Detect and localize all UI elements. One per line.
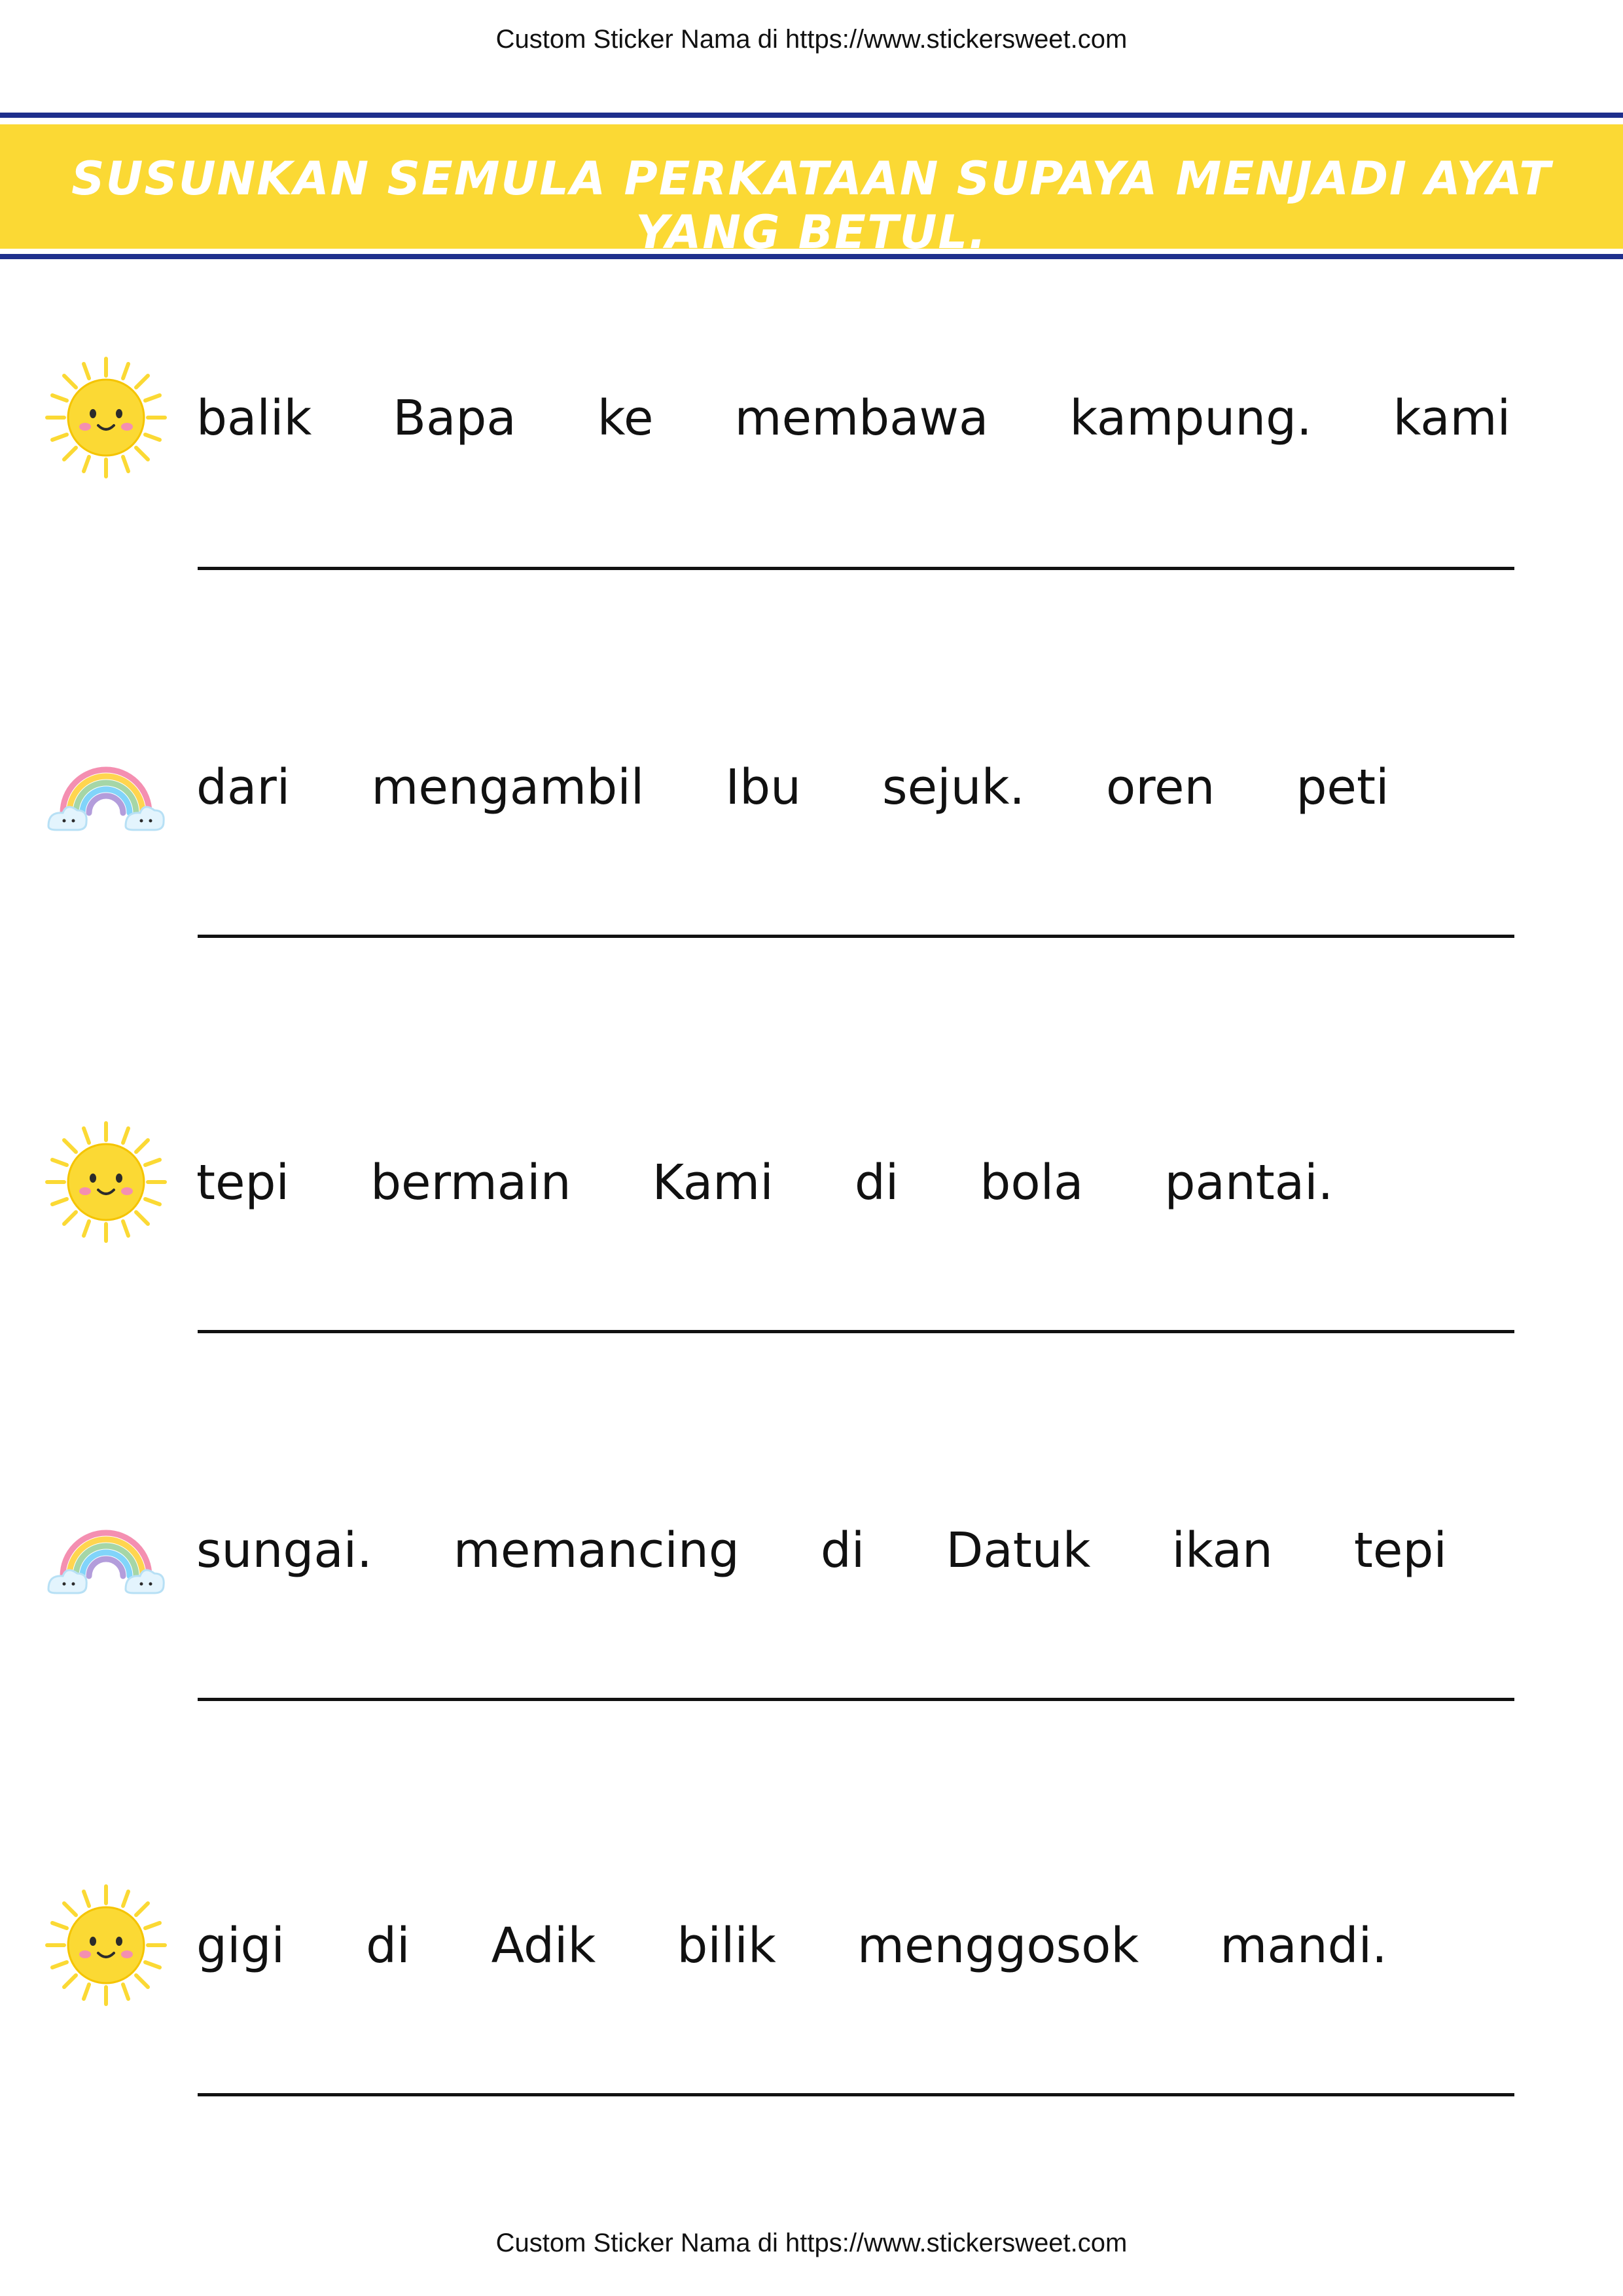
word: tepi — [196, 1155, 290, 1211]
word: bola — [980, 1155, 1084, 1211]
footer-credit: Custom Sticker Nama di https://www.stickersweet.com — [495, 2229, 1128, 2257]
word: Ibu — [725, 759, 802, 816]
word: sejuk. — [882, 759, 1025, 816]
word: tepi — [1353, 1522, 1447, 1579]
banner-top-rule — [0, 113, 1623, 118]
word: di — [366, 1918, 410, 1974]
jumbled-words-3 — [196, 1147, 1333, 1219]
word: bermain — [370, 1155, 571, 1211]
answer-line-1[interactable] — [198, 567, 1514, 570]
word: bilik — [677, 1918, 776, 1974]
instruction-text: SUSUNKAN SEMULA PERKATAAN SUPAYA MENJADI AYAT YANG BETUL. — [71, 152, 1552, 259]
answer-line-2[interactable] — [198, 935, 1514, 938]
word: Kami — [652, 1155, 774, 1211]
word: mandi. — [1220, 1918, 1387, 1974]
word: ikan — [1171, 1522, 1273, 1579]
word: ke — [597, 390, 654, 446]
rainbow-icon — [41, 1484, 171, 1615]
sun-icon — [41, 1117, 171, 1247]
word: dari — [196, 759, 291, 816]
jumbled-words-1 — [196, 382, 1510, 454]
word: pantai. — [1164, 1155, 1334, 1211]
jumbled-words-2 — [196, 751, 1389, 823]
word: menggosok — [857, 1918, 1139, 1974]
word: sungai. — [196, 1522, 372, 1579]
answer-line-5[interactable] — [198, 2093, 1514, 2096]
word: membawa — [734, 390, 989, 446]
rainbow-icon — [41, 721, 171, 852]
header-credit: Custom Sticker Nama di https://www.stickersweet.com — [495, 25, 1128, 54]
word: Datuk — [946, 1522, 1091, 1579]
sun-icon — [41, 352, 171, 483]
word: mengambil — [371, 759, 645, 816]
word: balik — [196, 390, 312, 446]
word: kampung. — [1069, 390, 1312, 446]
word: memancing — [453, 1522, 740, 1579]
word: di — [854, 1155, 899, 1211]
word: gigi — [196, 1918, 285, 1974]
word: oren — [1105, 759, 1215, 816]
sun-icon — [41, 1880, 171, 2011]
word: peti — [1296, 759, 1389, 816]
answer-line-4[interactable] — [198, 1698, 1514, 1701]
word: kami — [1393, 390, 1511, 446]
jumbled-words-4 — [196, 1515, 1447, 1587]
word: di — [820, 1522, 865, 1579]
answer-line-3[interactable] — [198, 1330, 1514, 1333]
jumbled-words-5 — [196, 1910, 1387, 1982]
word: Bapa — [393, 390, 516, 446]
word: Adik — [491, 1918, 596, 1974]
